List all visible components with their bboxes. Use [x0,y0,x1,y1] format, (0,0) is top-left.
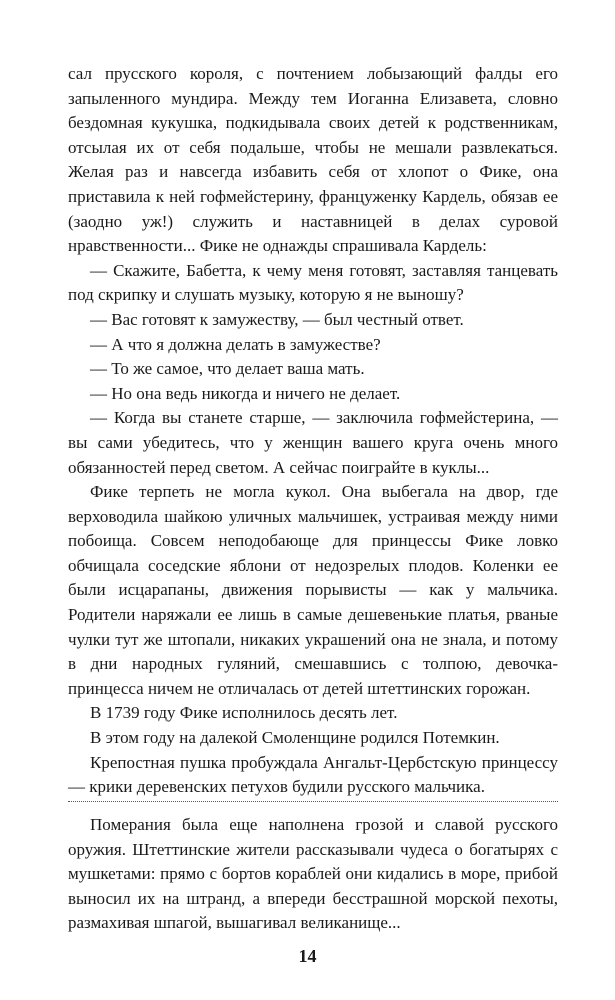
page-body-top [68,62,558,800]
paragraph: Померания была еще наполнена грозой и славой русского оружия. Штеттинские жители рассказывали чудеса о богатырях с мушкетами: прямо с бортов кораблей они кидались в море, прибой выносил их на штранд, а впереди бесстрашной морской пехоты, размахивая шпагой, вышагивал великанище... [68,815,558,933]
paragraph: Фике терпеть не могла кукол. Она выбегала на двор, где верховодила шайкою уличных мальчишек, устраивая между ними побоища. Совсем неподобающе для принцессы Фике ловко обчищала соседские яблони от недозрелых плодов. Коленки ее были исцарапаны, движения порывисты — как у мальчика. Родители наряжали ее лишь в самые дешевенькие платья, рваные чулки тут же штопали, никаких украшений она не знала, и потому в дни народных гуляний, смешавшись с толпою, девочка-принцесса ничем не отличалась от детей штеттинских горожан. [68,482,558,698]
paragraph: сал прусского короля, с почтением лобызающий фалды его запыленного мундира. Между тем Иоганна Елизавета, словно бездомная кукушка, подкидывала своих детей к родственникам, отсылая их от себя подальше, чтобы не мешали развлекаться. Желая раз и навсегда избавить себя от хлопот о Фике, она приставила к ней гофмейстерину, француженку Кардель, обязав ее (заодно уж!) служить и наставницей в делах суровой нравственности... Фике не однажды спрашивала Кардель: [68,64,558,256]
paragraph: — Но она ведь никогда и ничего не делает. [90,383,401,403]
page-body-bottom [68,813,558,936]
paragraph: — Скажите, Бабетта, к чему меня готовят, заставляя танцевать под скрипку и слушать музыку, которую я не выношу? [68,260,558,305]
paragraph: — Вас готовят к замужеству, — был честный ответ. [90,309,464,329]
paragraph: — То же самое, что делает ваша мать. [90,359,365,379]
paragraph: В 1739 году Фике исполнилось десять лет. [90,703,398,723]
page-number: 14 [298,946,317,966]
paragraph: Крепостная пушка пробуждала Ангальт-Цербстскую принцессу — крики деревенских петухов будили русского мальчика. [68,752,558,797]
paragraph: — Когда вы станете старше, — заключила гофмейстерина, — вы сами убедитесь, что у женщин вашего круга очень много обязанностей перед светом. А сейчас поиграйте в куклы... [68,408,558,477]
paragraph: — А что я должна делать в замужестве? [90,334,381,354]
section-divider [68,801,558,802]
paragraph: В этом году на далекой Смоленщине родился Потемкин. [90,728,500,748]
